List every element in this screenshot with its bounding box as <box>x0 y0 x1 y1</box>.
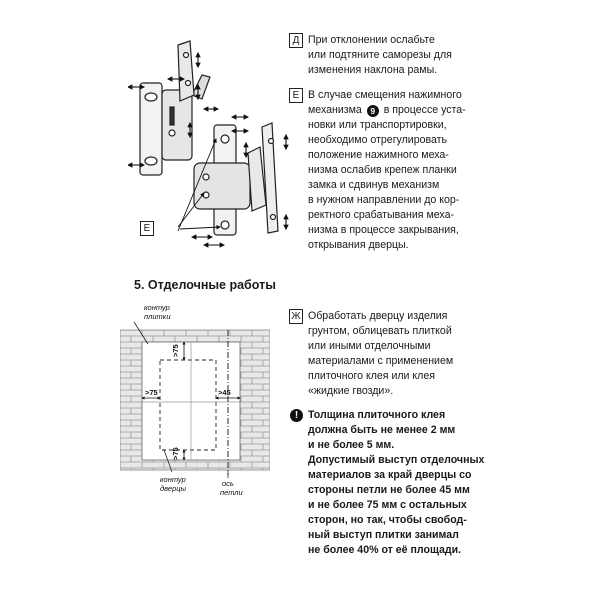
text-line: ректного срабатывания меха- <box>308 209 455 221</box>
text-line: изменения наклона рамы. <box>308 64 438 76</box>
warning-line: стороны петли не более 45 мм <box>308 484 470 496</box>
warning-line: и не более 75 мм с остальных <box>308 499 467 511</box>
dim-top-label: >75 <box>171 344 180 357</box>
dim-bottom-label: >75 <box>171 447 180 460</box>
hinge-lower <box>194 123 278 235</box>
label-e: Е <box>289 88 303 103</box>
text-line: грунтом, облицевать плиткой <box>308 325 452 337</box>
text-line: в нужном направлении до кор- <box>308 194 460 206</box>
text-line: замка и сдвинув механизм <box>308 179 440 191</box>
warning-line: Допустимый выступ отделочных <box>308 454 485 466</box>
warning-line: ный выступ плитки занимал <box>308 529 459 541</box>
text-line: В случае смещения нажимного <box>308 89 462 101</box>
text-fragment: механизма <box>308 104 362 116</box>
text-line: положение нажимного меха- <box>308 149 449 161</box>
label-d: Д <box>289 33 303 48</box>
warning-line: материалов за край дверцы со <box>308 469 472 481</box>
dim-right-label: >45 <box>218 388 231 397</box>
figure-label-e: Е <box>140 221 154 236</box>
marker-9-icon: 9 <box>367 105 379 117</box>
text-line: необходимо отрегулировать <box>308 134 448 146</box>
warning-line: не более 40% от её площади. <box>308 544 462 556</box>
section-title: 5. Отделочные работы <box>134 278 276 292</box>
tile-layout-diagram <box>120 300 270 500</box>
tile-contour-label: контур <box>144 303 170 312</box>
text-line: низма ослабив крепеж планки <box>308 164 457 176</box>
hinge-axis-label: петли <box>220 488 243 497</box>
warning-line: должна быть не менее 2 мм <box>308 424 456 436</box>
door-contour-label: контур <box>160 475 186 484</box>
text-line: или иными отделочными <box>308 340 431 352</box>
door-contour-label: дверцы <box>160 484 187 493</box>
dim-left-label: >75 <box>145 388 158 397</box>
text-line: низма в процессе закрывания, <box>308 224 459 236</box>
tile-contour-label: плитки <box>144 312 171 321</box>
text-line: Обработать дверцу изделия <box>308 310 448 322</box>
text-line: материалами с применением <box>308 355 454 367</box>
hinge-upper <box>140 41 210 175</box>
warning-line: Толщина плиточного клея <box>308 409 446 421</box>
label-zh: Ж <box>289 309 303 324</box>
warning-line: и не более 5 мм. <box>308 439 395 451</box>
exclamation-icon: ! <box>290 409 303 422</box>
text-line: При отклонении ослабьте <box>308 34 435 46</box>
hinge-axis-label: ось <box>222 479 234 488</box>
text-line: плиточного клея или клея <box>308 370 435 382</box>
text-line: новки или транспортировки, <box>308 119 447 131</box>
hinge-adjustment-figure <box>128 35 308 260</box>
text-line: «жидкие гвозди». <box>308 385 394 397</box>
text-line: или подтяните саморезы для <box>308 49 452 61</box>
text-fragment: в процессе уста- <box>383 104 466 116</box>
text-line-with-marker <box>308 103 466 118</box>
warning-line: сторон, но так, чтобы свобод- <box>308 514 467 526</box>
text-line: открывания дверцы. <box>308 239 409 251</box>
